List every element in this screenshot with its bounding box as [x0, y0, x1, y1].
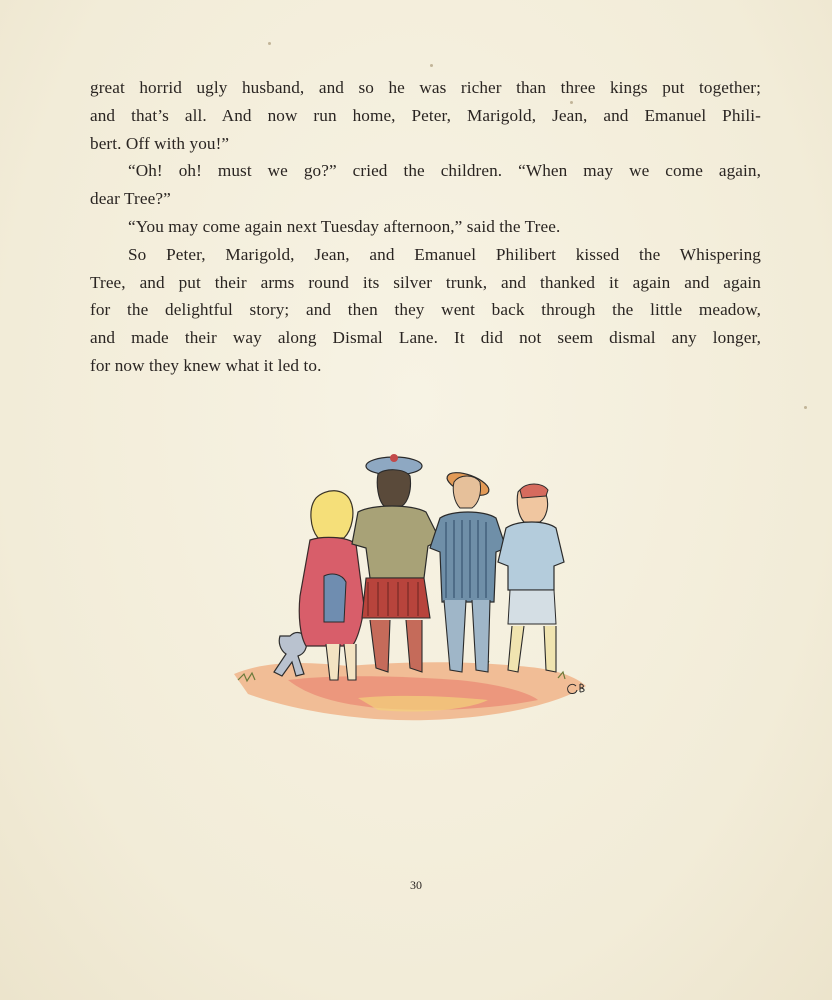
text-line: So Peter, Marigold, Jean, and Emanuel Philibert kissed the Whispering	[128, 244, 761, 264]
paragraph-4	[90, 241, 761, 380]
boy-blue-figure	[498, 484, 564, 672]
page-number: 30	[410, 878, 422, 892]
text-line: for now they knew what it led to.	[90, 355, 322, 375]
paper-speck	[268, 42, 271, 45]
text-line: “Oh! oh! must we go?” cried the children. “When may we come again,	[128, 161, 761, 181]
text-line: and that’s all. And now run home, Peter, Marigold, Jean, and Emanuel Phili-	[90, 105, 761, 125]
text-line: bert. Off with you!”	[90, 133, 230, 153]
story-text	[90, 74, 761, 380]
text-line: for the delightful story; and then they went back through the little meadow,	[90, 300, 761, 320]
text-line: great horrid ugly husband, and so he was richer than three kings put together;	[90, 78, 761, 97]
paragraph-3	[90, 213, 761, 241]
boy-kilt-figure	[352, 454, 440, 672]
text-line: dear Tree?”	[90, 189, 171, 209]
paper-speck	[804, 406, 807, 409]
paragraph-1	[90, 74, 761, 157]
text-line: and made their way along Dismal Lane. It did not seem dismal any longer,	[90, 328, 761, 348]
girl-figure	[299, 491, 364, 680]
paper-speck	[430, 64, 433, 67]
paragraph-2	[90, 157, 761, 213]
children-illustration	[228, 448, 600, 734]
boy-sailor-figure	[430, 468, 506, 672]
text-line: Tree, and put their arms round its silver trunk, and thanked it again and again	[90, 272, 761, 292]
text-line: “You may come again next Tuesday afternoon,” said the Tree.	[128, 216, 561, 236]
